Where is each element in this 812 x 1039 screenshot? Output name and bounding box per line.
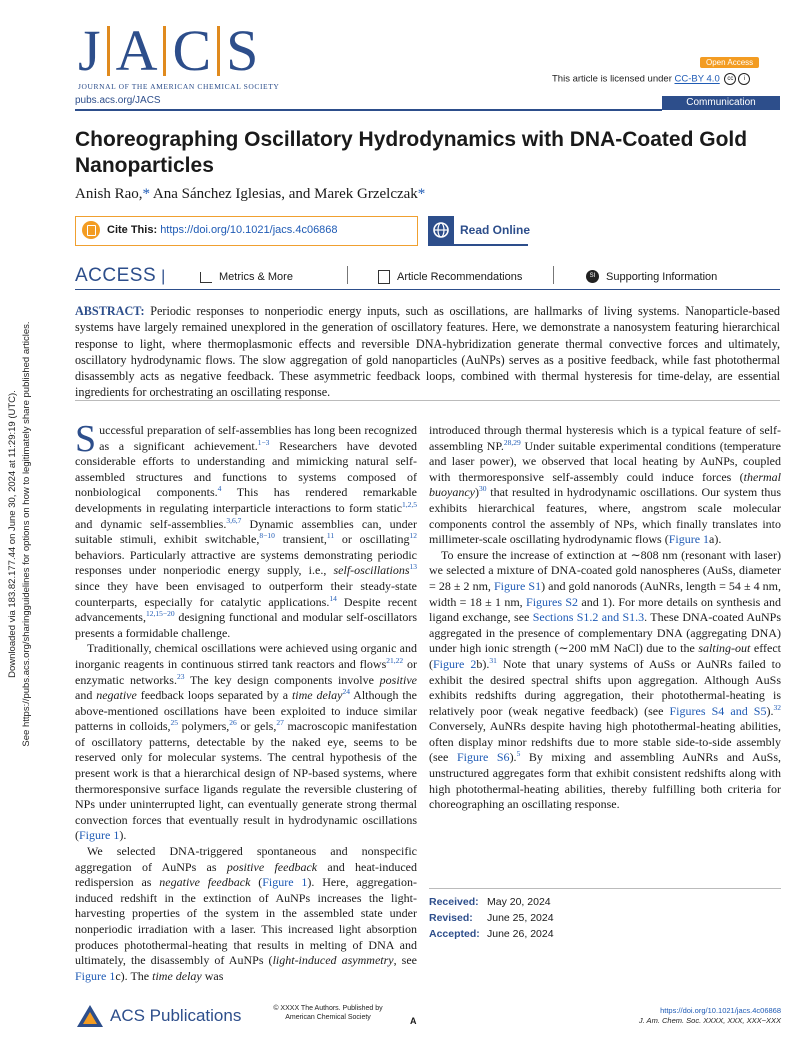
license-link[interactable]: CC-BY 4.0: [674, 73, 720, 85]
reference[interactable]: 3,6,7: [226, 515, 242, 525]
dates-divider: [429, 888, 781, 889]
abstract-text: Periodic responses to nonperiodic energy inputs, such as oscillations, are hallmarks of living systems. Nanoparticle-based systems have largely remained unexplored in the generation of oscillatory features. Here, we demonstrate a nanosystem featuring hierarchical response to light, where thermoplasmonic effects and reversible DNA-hybridization generate thermal convective forces and ultimately, oscillatory hydrodynamic flows. The slow aggregation of gold nanoparticles (AuNPs) serves as a positive feedback, while fast photothermal disassembly acts as negative feedback. These asymmetric feedback loops, combined with thermal hysteresis for time-delay, are essential ingredients for orchestrating an oscillating response.: [75, 304, 780, 400]
watermark-line-1: Downloaded via 183.82.177.44 on June 30, 2024 at 11:29:19 (UTC).: [7, 390, 18, 678]
metrics-link[interactable]: Metrics & More: [219, 271, 293, 283]
supporting-info-icon: SI: [586, 270, 599, 283]
abstract: [75, 303, 780, 401]
reference[interactable]: 11: [326, 531, 335, 541]
logo-divider: [107, 26, 110, 76]
figure-link[interactable]: Figure 1: [79, 828, 120, 843]
cite-icon: [82, 221, 100, 239]
reference[interactable]: 25: [170, 718, 179, 728]
reference[interactable]: 13: [409, 562, 417, 572]
figure-link[interactable]: Figure 1: [262, 875, 308, 890]
logo-letter-c: C: [172, 18, 212, 83]
reference[interactable]: 1,2,5: [402, 499, 417, 509]
attribution-icon: i: [738, 73, 750, 85]
figure-link[interactable]: Figure S6: [456, 750, 510, 765]
figure-link[interactable]: Figures S4 and S5: [669, 703, 767, 718]
reference[interactable]: 30: [478, 484, 487, 494]
acs-logo-icon[interactable]: [75, 1003, 105, 1029]
cite-doi-link[interactable]: https://doi.org/10.1021/jacs.4c06868: [160, 224, 338, 236]
download-watermark: [6, 264, 34, 804]
paragraph: Successful preparation of self-assemblies has long been recognized as a significant achievement.$^{1-3}$ Researchers have devoted considerable efforts to understanding and mimicking natural self-assembled structures and functions to systems composed of nonbiological components.$^4$ This has rendered remarkable developments in regulating interparticle interactions to form static$^{1,2,5}$ and dynamic self-assemblies.$^{3,6,7}$ Dynamic assemblies can, under suitable stimuli, exhibit switchable,$^{8-10}$ transient,$^{11}$ or oscillating$^{12}$ behaviors. Particularly attractive are systems demonstrating periodic responses under nonperiodic energy supply, i.e., self-oscillations$^{13}$ since they have been envisaged to outperform their steady-state counterparts, especially for catalytic applications.$^{14}$ Despite recent advancements,$^{12,15-20}$ designing functional and modular self-oscillators presents a formidable challenge.: [75, 418, 418, 640]
logo-subtitle: JOURNAL OF THE AMERICAN CHEMICAL SOCIETY: [78, 82, 280, 91]
reference[interactable]: 26: [229, 718, 237, 728]
body-column-right: [429, 423, 781, 813]
cc-icon: cc: [724, 73, 736, 85]
reference[interactable]: 21,22: [386, 655, 404, 665]
section-link[interactable]: Sections S1.2 and S1.3: [532, 610, 645, 625]
reference[interactable]: 12: [409, 531, 417, 541]
figure-link[interactable]: Figure 2: [433, 656, 477, 671]
reference[interactable]: 1−3: [257, 437, 270, 447]
logo-divider: [217, 26, 220, 76]
globe-icon[interactable]: [428, 216, 454, 244]
reference[interactable]: 14: [329, 593, 337, 603]
access-label: ACCESS |: [75, 265, 166, 286]
paragraph: To ensure the increase of extinction at ∼808 nm (resonant with laser) we selected a mixture of DNA-coated gold nanospheres (AuSs, diameter = 28 ± 2 nm, Figure S1) and gold nanorods (AuNRs, length = 54 ± 4 nm, width = 18 ± 1 nm, Figures S2 and 1). For more details on synthesis and ligand exchange, see Sections S1.2 and S1.3. These DNA-coated AuNPs aggregated in the presence of complementary DNA (aggregating DNA) under high ionic strength (∼200 mM NaCl) due to the salting-out effect (Figure 2b).$^{31}$ Note that unary systems of AuSs or AuNRs failed to exhibit the desired spectral shifts upon aggregation. Although AuSs exhibits redshifts during aggregation, their photothermal-heating is relatively poor (weak negative feedback) (see Figures S4 and S5).$^{32}$ Conversely, AuNRs despite having high photothermal-heating abilities, often display minor redshifts due to more stable side-to-side assembly (see Figure S6).$^5$ By mixing and assembling AuNRs and AuSs, unstructured aggregates form that exhibit consistent redshifts along with high photothermal-heating abilities, thereby fulfilling both criteria for choreographing an oscillating response.: [429, 547, 782, 812]
reference[interactable]: 8−10: [259, 531, 275, 541]
reference[interactable]: 28,29: [503, 437, 521, 447]
figure-link[interactable]: Figure S1: [494, 578, 542, 593]
author-name: Anish Rao,: [75, 186, 143, 202]
acs-publications-logo[interactable]: ACS Publications: [110, 1006, 242, 1025]
page-number: A: [410, 1016, 417, 1026]
abstract-divider: [75, 400, 780, 401]
reference[interactable]: 4: [217, 484, 222, 494]
corresponding-author-mark[interactable]: *: [417, 186, 426, 202]
figure-link[interactable]: Figure 1: [75, 968, 116, 983]
date-row: Accepted: June 26, 2024: [429, 928, 554, 940]
logo-letter-j: J: [78, 18, 101, 83]
read-online-underline: [428, 244, 528, 246]
license-line: [552, 73, 750, 85]
jacs-logo[interactable]: [78, 18, 280, 91]
read-online-link[interactable]: Read Online: [460, 223, 531, 237]
publication-dates: [429, 894, 554, 942]
footer-citation: [560, 1006, 781, 1025]
paragraph: We selected DNA-triggered spontaneous and nonspecific aggregation of AuNPs as positive feedback and heat-induced redispersion as negative feedback (Figure 1). Here, aggregation-induced redshift in the extinction of AuNPs increases the light-harvesting properties of the system in the assembled state under nonperiodic irradiation with a laser. This increased light absorption produces photothermal-heating that results in melting of DNA and ultimately, the disassembly of AuNPs (light-induced asymmetry, see Figure 1c). The time delay was: [75, 844, 418, 983]
open-access-badge: Open Access: [700, 57, 759, 68]
footer-doi-link[interactable]: https://doi.org/10.1021/jacs.4c06868: [660, 1006, 781, 1015]
reference[interactable]: 32: [773, 702, 781, 712]
body-column-left: [75, 418, 418, 984]
figure-link[interactable]: Figures S2: [526, 594, 579, 609]
abstract-label: ABSTRACT:: [75, 304, 145, 318]
journal-citation: J. Am. Chem. Soc. XXXX, XXX, XXX−XXX: [638, 1015, 781, 1025]
paragraph: Traditionally, chemical oscillations were achieved using organic and inorganic reagents in continuous stirred tank reactors and flows$^{21,22}$ or enzymatic networks.$^{23}$ The key design components involve positive and negative feedback loops separated by a time delay$^{24}$ Although the above-mentioned oscillations have been exploited to induce similar patterns in colloids,$^{25}$ polymers,$^{26}$ or gels,$^{27}$ macroscopic manifestation of oscillatory patterns, detectable by the naked eye, seems to be reserved only for molecular systems. The central hypothesis of the present work is that a hierarchical design of NP-based systems, where thermoresponsive surface ligands regulate the reversible clustering of NPs under uninterrupted light, can eventually generate strong thermal convection forces that eventually result in hydrodynamic oscillations (Figure 1).: [75, 641, 418, 843]
author-name: Ana Sánchez Iglesias, and Marek Grzelczak: [150, 186, 418, 202]
date-row: Received: May 20, 2024: [429, 896, 551, 908]
reference[interactable]: 27: [276, 718, 284, 728]
logo-divider: [163, 26, 166, 76]
cite-label: Cite This:: [107, 224, 158, 236]
access-divider: [75, 289, 780, 290]
reference[interactable]: 5: [516, 749, 521, 759]
reference[interactable]: 24: [342, 687, 350, 697]
reference[interactable]: 23: [176, 671, 185, 681]
recommendations-link[interactable]: Article Recommendations: [397, 271, 523, 283]
reference[interactable]: 12,15−20: [145, 609, 175, 619]
metrics-icon: [200, 272, 212, 283]
copyright-notice: © XXXX The Authors. Published by American Chemical Society: [273, 1005, 383, 1021]
header-divider: [75, 109, 662, 111]
journal-url[interactable]: pubs.acs.org/JACS: [75, 95, 161, 106]
document-icon: [378, 270, 390, 284]
access-separator: [347, 266, 348, 284]
drop-cap: S: [75, 418, 97, 460]
license-text: This article is licensed under: [552, 73, 672, 85]
corresponding-author-mark[interactable]: *: [142, 186, 150, 202]
author-list: [75, 186, 425, 203]
reference[interactable]: 31: [489, 655, 497, 665]
date-row: Revised: June 25, 2024: [429, 912, 554, 924]
supporting-info-link[interactable]: Supporting Information: [606, 271, 718, 283]
figure-link[interactable]: Figure 1: [668, 532, 710, 547]
article-type-badge: Communication: [662, 96, 780, 110]
cite-line: [107, 224, 338, 236]
article-title: Choreographing Oscillatory Hydrodynamics with DNA-Coated Gold Nanoparticles: [75, 128, 748, 177]
access-separator: [553, 266, 554, 284]
paragraph: introduced through thermal hysteresis which is a typical feature of self-assembling NP.$^{28,29}$ Under suitable experimental conditions (temperature and laser power), we observed that local heating by AuNPs, coupled with thermoresponsive self-assembly could induce forces (thermal buoyancy)$^{30}$ that resulted in hydrodynamic oscillations. Our system thus exhibits hierarchical features, where, angstrom scale molecular components control the assembly of NPs, which finally translates into millimeter-scale oscillating hydrodynamic flows (Figure 1a).: [429, 423, 781, 547]
logo-letter-s: S: [226, 18, 259, 83]
watermark-line-2: See https://pubs.acs.org/sharingguidelines for options on how to legitimately share published articles.: [21, 321, 32, 747]
logo-letter-a: A: [115, 18, 158, 83]
